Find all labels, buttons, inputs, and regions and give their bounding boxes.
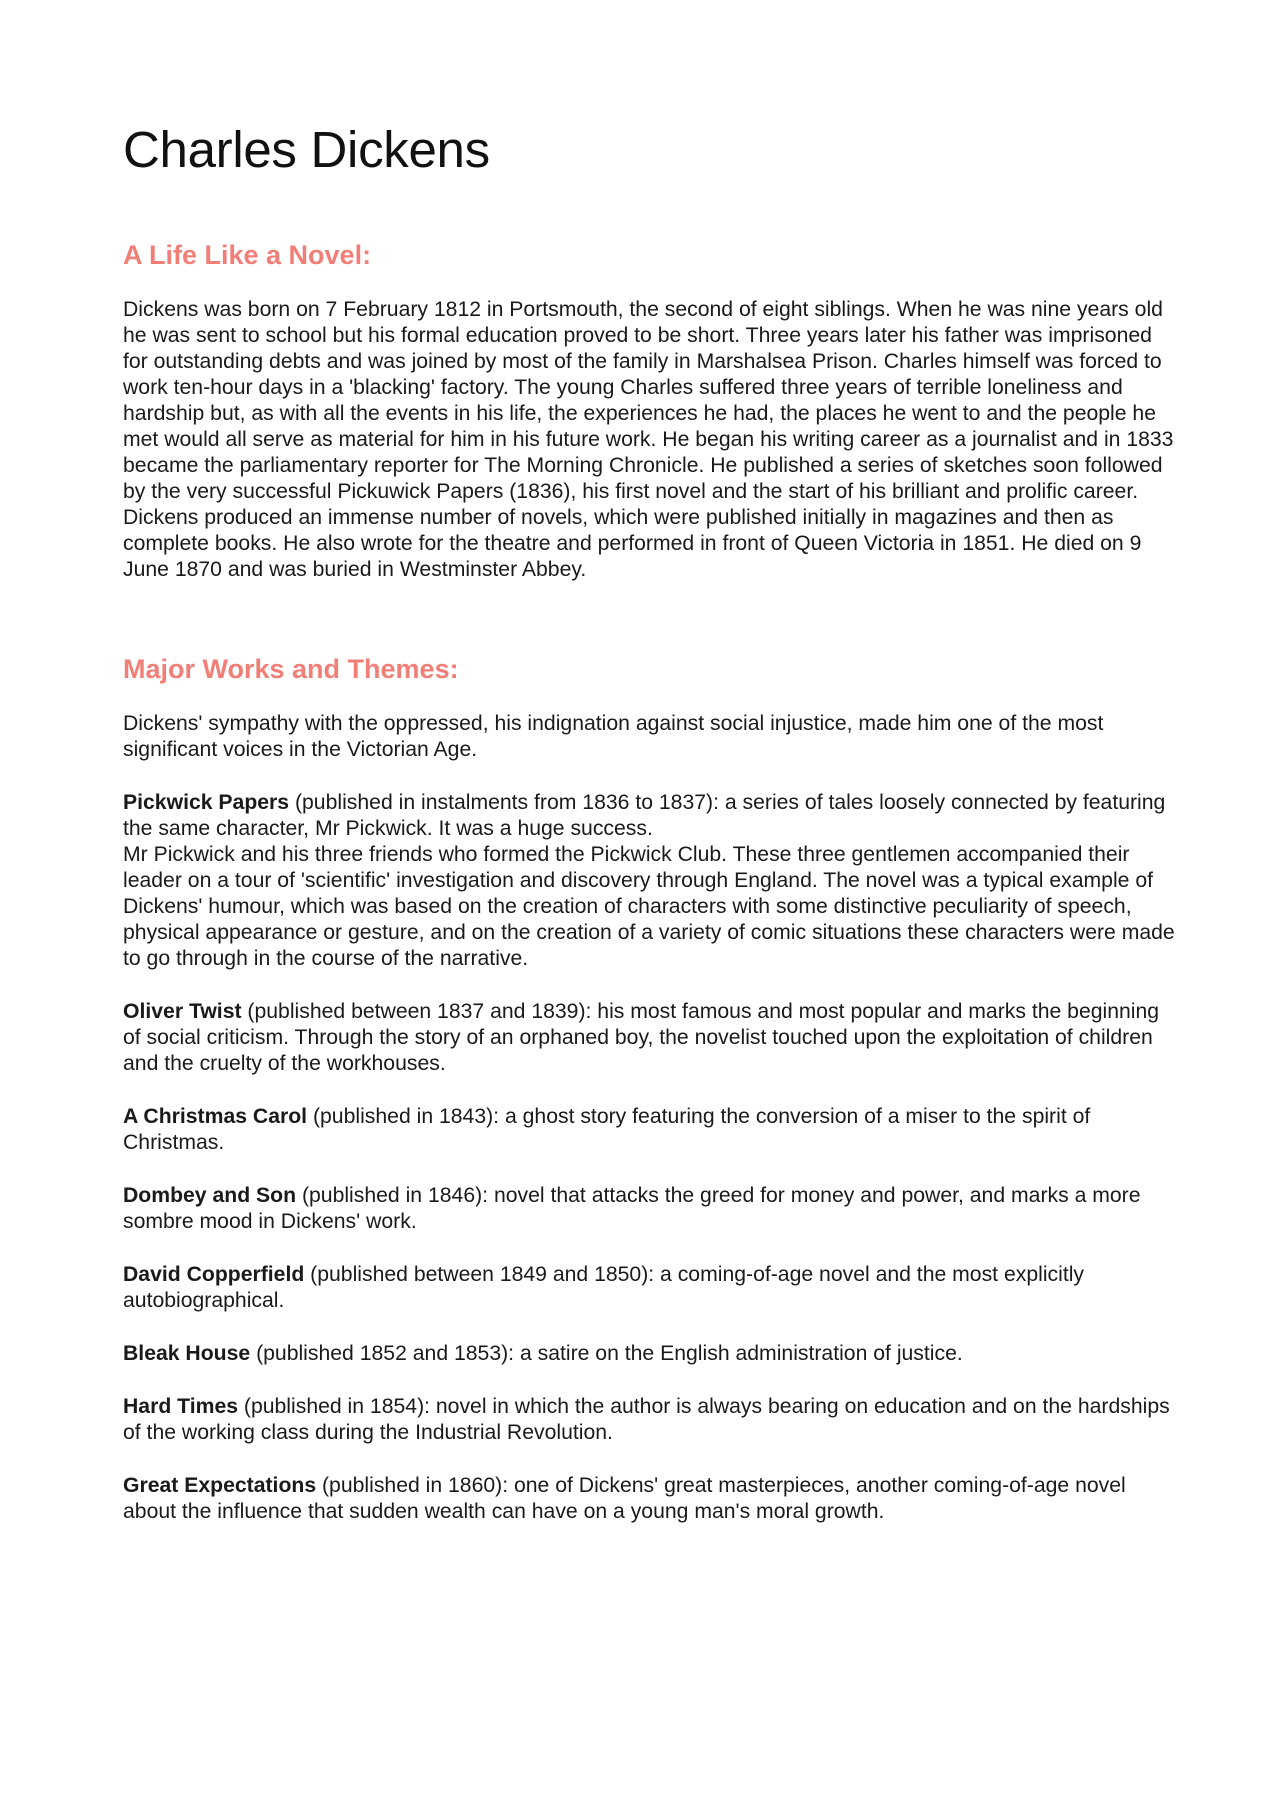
work-title: Pickwick Papers bbox=[123, 791, 290, 814]
work-description: (published between 1849 and 1850): a coming-of-age novel and the most explicitly autobiographical. bbox=[123, 1263, 1085, 1312]
work-item-dombey-and-son bbox=[123, 1183, 1175, 1235]
work-item-great-expectations bbox=[123, 1473, 1175, 1525]
document-page bbox=[123, 120, 1175, 1525]
work-description: (published between 1837 and 1839): his most famous and most popular and marks the beginning of social criticism. Through the story of an orphaned boy, the novelist touched upon the exploitation of children and the cruelty of the workhouses. bbox=[123, 1000, 1160, 1075]
section-heading-life: A Life Like a Novel: bbox=[123, 240, 372, 270]
work-title: David Copperfield bbox=[123, 1263, 305, 1286]
work-extra-description: Mr Pickwick and his three friends who formed the Pickwick Club. These three gentlemen accompanied their leader on a tour of 'scientific' investigation and discovery through England. The novel was a typical example of Dickens' humour, which was based on the creation of characters with some distinctive peculiarity of speech, physical appearance or gesture, and on the creation of a variety of comic situations these characters were made to go through in the course of the narrative. bbox=[123, 843, 1175, 970]
work-item-oliver-twist bbox=[123, 999, 1175, 1077]
work-item-pickwick-papers bbox=[123, 790, 1175, 972]
work-title: A Christmas Carol bbox=[123, 1105, 308, 1128]
section-heading-works: Major Works and Themes: bbox=[123, 654, 459, 684]
work-title: Great Expectations bbox=[123, 1474, 317, 1497]
work-title: Bleak House bbox=[123, 1342, 251, 1365]
document-title: Charles Dickens bbox=[123, 121, 490, 178]
work-description: (published in instalments from 1836 to 1837): a series of tales loosely connected by featuring the same character, Mr Pickwick. It was a huge success. bbox=[123, 791, 1166, 840]
work-description: (published in 1860): one of Dickens' great masterpieces, another coming-of-age novel about the influence that sudden wealth can have on a young man's moral growth. bbox=[123, 1474, 1126, 1523]
work-item-hard-times bbox=[123, 1394, 1175, 1446]
work-description: (published in 1843): a ghost story featuring the conversion of a miser to the spirit of Christmas. bbox=[123, 1105, 1091, 1154]
work-item-a-christmas-carol bbox=[123, 1104, 1175, 1156]
work-item-david-copperfield bbox=[123, 1262, 1175, 1314]
work-title: Dombey and Son bbox=[123, 1184, 297, 1207]
work-description: (published in 1846): novel that attacks the greed for money and power, and marks a more sombre mood in Dickens' work. bbox=[123, 1184, 1141, 1233]
work-title: Oliver Twist bbox=[123, 1000, 242, 1023]
works-intro-paragraph: Dickens' sympathy with the oppressed, his indignation against social injustice, made him one of the most significant voices in the Victorian Age. bbox=[123, 712, 1104, 761]
work-item-bleak-house bbox=[123, 1341, 1175, 1367]
work-description: (published in 1854): novel in which the author is always bearing on education and on the hardships of the working class during the Industrial Revolution. bbox=[123, 1395, 1170, 1444]
life-paragraph: Dickens was born on 7 February 1812 in Portsmouth, the second of eight siblings. When he was nine years old he was sent to school but his formal education proved to be short. Three years later his father was imprisoned for outstanding debts and was joined by most of the family in Marshalsea Prison. Charles himself was forced to work ten-hour days in a 'blacking' factory. The young Charles suffered three years of terrible loneliness and hardship but, as with all the events in his life, the experiences he had, the places he went to and the people he met would all serve as material for him in his future work. He began his writing career as a journalist and in 1833 became the parliamentary reporter for The Morning Chronicle. He published a series of sketches soon followed by the very successful Pickuwick Papers (1836), his first novel and the start of his brilliant and prolific career. Dickens produced an immense number of novels, which were published initially in magazines and then as complete books. He also wrote for the theatre and performed in front of Queen Victoria in 1851. He died on 9 June 1870 and was buried in Westminster Abbey. bbox=[123, 298, 1174, 581]
work-title: Hard Times bbox=[123, 1395, 239, 1418]
work-description: (published 1852 and 1853): a satire on the English administration of justice. bbox=[250, 1342, 963, 1365]
